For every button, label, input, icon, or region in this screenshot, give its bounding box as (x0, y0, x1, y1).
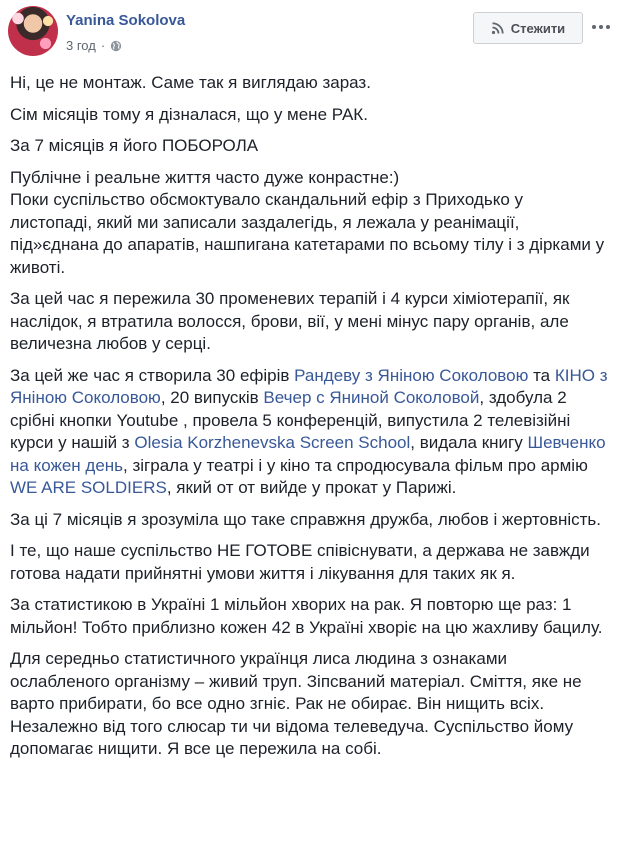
paragraph: За 7 місяців я його ПОБОРОЛА (10, 136, 259, 155)
paragraph: За ці 7 місяців я зрозуміла що таке справжня дружба, любов і жертовність. (10, 509, 602, 529)
paragraph-line: Поки суспільство обсмоктувало скандальний ефір з Приходько у листопаді, який ми записали заздалегідь, я лежала у реанімації, під»єднана до апаратів, нашпигана катетарами по всьому тілу і з дірками у животі. (10, 190, 605, 277)
text-segment: , здобула 2 срібні кнопки Youtube , провела 5 конференцій, випустила 2 телевізійні курси у нашій з (10, 388, 571, 452)
text-segment: , зіграла у театрі і у кіно та спродюсувала фільм про армію (123, 455, 588, 475)
author-avatar[interactable] (8, 6, 58, 56)
paragraph-line: Публічне і реальне життя часто дуже конрастне:) (10, 167, 400, 187)
post-header (8, 6, 610, 62)
link-screen-school[interactable]: Olesia Korzhenevska Screen School (134, 433, 411, 452)
link-randevu[interactable]: Рандеву з Яніною Соколовою (294, 365, 529, 385)
paragraph-with-links (10, 365, 608, 500)
follow-button[interactable] (473, 12, 583, 44)
post-meta (66, 38, 122, 53)
avatar-image (8, 6, 58, 56)
post-body (10, 72, 608, 770)
post-timestamp[interactable]: 3 год (66, 38, 96, 53)
follow-button-label: Стежити (510, 20, 566, 36)
more-options-button[interactable] (590, 16, 612, 38)
link-we-are-soldiers[interactable]: WE ARE SOLDIERS (10, 478, 167, 497)
globe-icon[interactable] (110, 40, 122, 52)
paragraph: Ні, це не монтаж. Саме так я виглядаю зараз. (10, 73, 371, 92)
paragraph: За цей час я пережила 30 променевих терапій і 4 курси хіміотерапії, як наслідок, я втратила волосся, брови, вії, у мені мінус пару органів, але величезна любов у серці. (10, 289, 570, 353)
text-segment: , який от от вийде у прокат у Парижі. (166, 478, 457, 497)
link-vecher[interactable]: Вечер с Яниной Соколовой (263, 388, 480, 407)
paragraph (10, 167, 608, 280)
paragraph: Для середньо статистичного українця лиса людина з ознаками ослабленого організму – живий труп. Зіпсваний матеріал. Сміття, яке не варто прибирати, бо все одно згніє. Рак не обирає. Він нищить всіх. Незалежно від того слюсар ти чи відома телеведуча. Суспільство йому допомагає нищити. Я все це пережила на собі. (10, 649, 582, 758)
author-name-link[interactable]: Yanina Sokolova (66, 12, 186, 29)
meta-separator: · (100, 38, 106, 53)
paragraph: За статистикою в Україні 1 мільйон хворих на рак. Я повторю ще раз: 1 мільйон! Тобто приблизно кожен 42 в Україні хворіє на цю жахливу бацилу. (10, 595, 603, 637)
text-segment: За цей же час я створила 30 ефірів (10, 365, 295, 385)
more-horizontal-icon (591, 24, 611, 30)
paragraph: Сім місяців тому я дізналася, що у мене РАК. (10, 104, 368, 124)
paragraph: І те, що наше суспільство НЕ ГОТОВЕ співіснувати, а держава не завжди готова надати прийнятні умови життя і лікування для таких як я. (10, 541, 590, 583)
text-segment: , видала книгу (410, 433, 528, 452)
text-segment: , 20 випусків (160, 388, 264, 407)
text-segment: та (528, 365, 555, 385)
link-kino[interactable]: КІНО з Яніною Соколовою (10, 365, 608, 407)
link-shevchenko-book[interactable]: Шевченко на кожен день (10, 433, 606, 475)
rss-follow-icon (491, 21, 505, 35)
